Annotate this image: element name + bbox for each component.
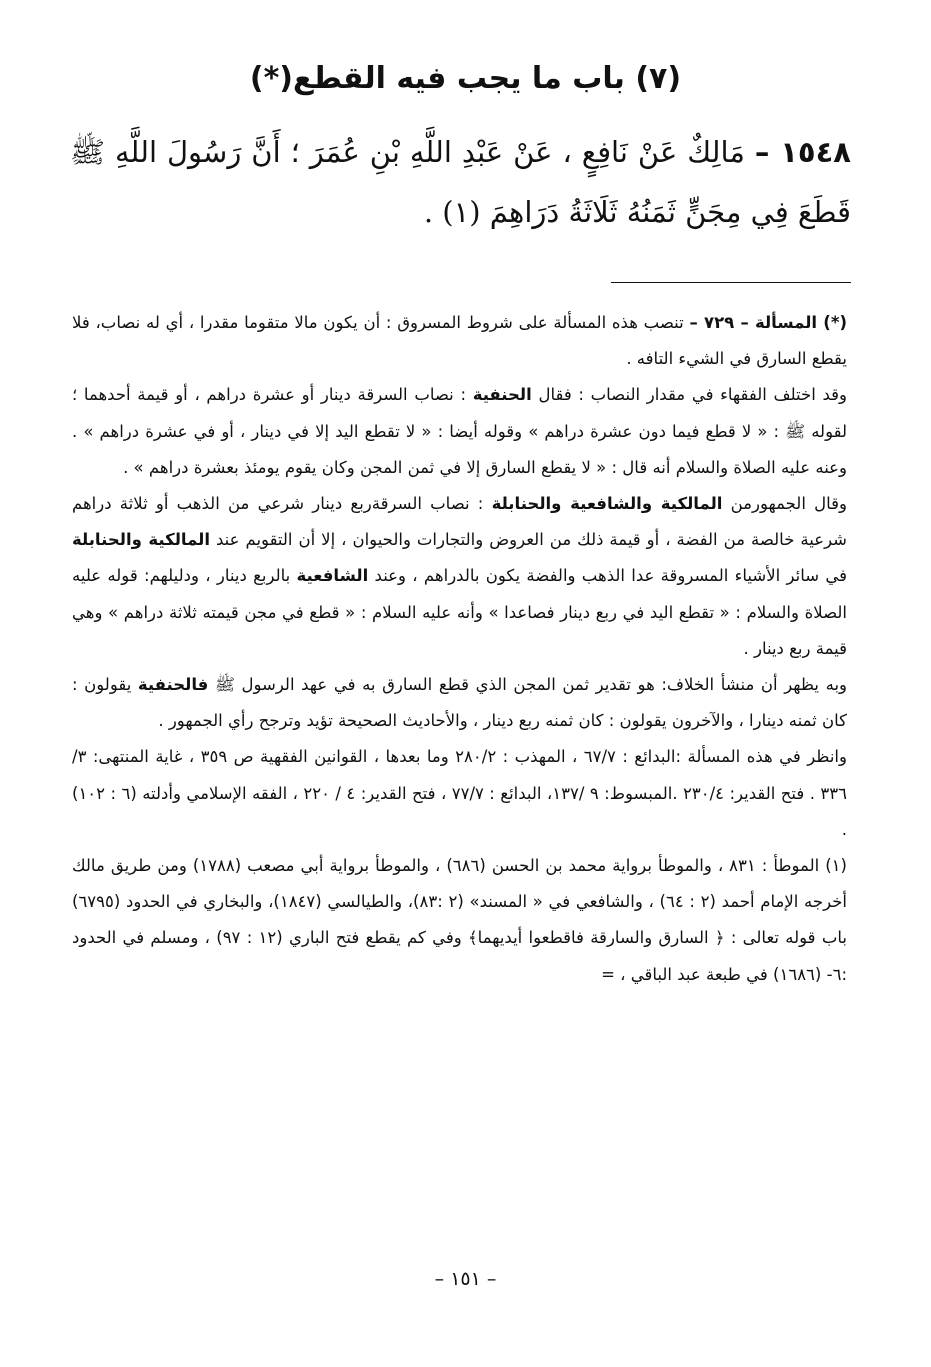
school-name: المالكية والشافعية والحنابلة [491, 494, 723, 514]
note-text: : نصاب السرقةربع دينار شرعي من الذهب أو ثلاثة دراهم شرعية خالصة من الفضة ، أو قيمة ذلك من العروض والتجارات والحيوان ، إلا أن التقويم عند [72, 494, 847, 550]
footnote-1: (١) الموطأ : ٨٣١ ، والموطأ برواية محمد بن الحسن (٦٨٦) ، والموطأ برواية أبي مصعب (١٧٨٨) ومن طريق مالك أخرجه الإمام أحمد (٢ : ٦٤) ، والشافعي في « المسند» (٢ :٨٣)، والطيالسي (١٨٤٧)، والبخاري في الحدود (٦٧٩٥) باب قوله تعالى : ﴿ السارق والسارقة فاقطعوا أيديهما﴾ وفي كم يقطع فتح الباري (١٢ : ٩٧) ، ومسلم في الحدود :٦- (١٦٨٦) في طبعة عبد الباقي ، = [72, 856, 847, 984]
note-text: في سائر الأشياء المسروقة عدا الذهب والفضة يكون بالدراهم ، وعند [374, 566, 848, 586]
note-paragraph-3 [72, 486, 847, 667]
page-number: – ١٥١ – [434, 1268, 497, 1290]
note-text: : نصاب السرقة دينار أو عشرة دراهم ، أو قيمة أحدهما ؛ لقوله ﷺ : « لا قطع فيما دون عشرة دراهم » وقوله أيضا : « لا تقطع اليد إلا في دينار ، أو في عشرة دراهم » . وعنه عليه الصلاة والسلام أنه قال : « لا يقطع السارق إلا في ثمن المجن وكان يقوم يومئذ بعشرة دراهم » . [72, 385, 847, 477]
note-paragraph-4 [72, 667, 847, 739]
note-intro-label: (*) المسألة – ٧٢٩ – [689, 313, 848, 332]
note-text: يقولون : كان ثمنه دينارا ، والآخرون يقولون : كان ثمنه ربع دينار ، والأحاديث الصحيحة تؤيد وترجح رأي الجمهور . [72, 675, 847, 731]
note-text: وقد اختلف الفقهاء في مقدار النصاب : فقال [538, 385, 847, 405]
chapter-title: (٧) باب ما يجب فيه القطع(*) [249, 61, 682, 96]
school-name: الشافعية [296, 566, 369, 586]
note-intro [72, 305, 847, 377]
footnotes-block [72, 305, 847, 993]
hadith-number: ١٥٤٨ – [754, 135, 851, 169]
note-text: وبه يظهر أن منشأ الخلاف: هو تقدير ثمن المجن الذي قطع السارق به في عهد الرسول ﷺ [214, 675, 848, 695]
school-name: فالحنفية [137, 675, 209, 695]
note-text: بالربع دينار ، ودليلهم: قوله عليه الصلاة والسلام : « تقطع اليد في ربع دينار فصاعدا » وأنه عليه السلام : « قطع في مجن قيمته ثلاثة دراهم » وهي قيمة ربع دينار . [72, 566, 847, 658]
school-name: الحنفية [472, 385, 532, 405]
hadith-text: مَالِكٌ عَنْ نَافِعٍ ، عَنْ عَبْدِ اللَّهِ بْنِ عُمَرَ ؛ أَنَّ رَسُولَ اللَّهِ ﷺ قَطَعَ فِي مِجَنٍّ ثَمَنُهُ ثَلَاثَةُ دَرَاهِمَ (١) . [70, 135, 851, 229]
note-references: وانظر في هذه المسألة :البدائع : ٦٧/٧ ، المهذب : ٢٨٠/٢ وما بعدها ، القوانين الفقهية ص ٣٥٩ ، غاية المنتهى: ٣/ ٣٣٦ . فتح القدير: ٢٣٠/٤ .المبسوط: ٩ /١٣٧، البدائع : ٧٧/٧ ، فتح القدير: ٤ / ٢٢٠ ، الفقه الإسلامي وأدلته (٦ : ١٠٢) . [72, 747, 847, 839]
note-paragraph-2 [72, 377, 847, 486]
school-name: المالكية والحنابلة [72, 530, 210, 550]
hadith-text-block [70, 122, 851, 242]
note-text: وقال الجمهورمن [730, 494, 847, 514]
note-intro-text: تنصب هذه المسألة على شروط المسروق : أن يكون مالا متقوما مقدرا ، أي له نصاب، فلا يقطع السارق في الشيء التافه . [72, 313, 847, 369]
footnote-separator [611, 282, 851, 283]
